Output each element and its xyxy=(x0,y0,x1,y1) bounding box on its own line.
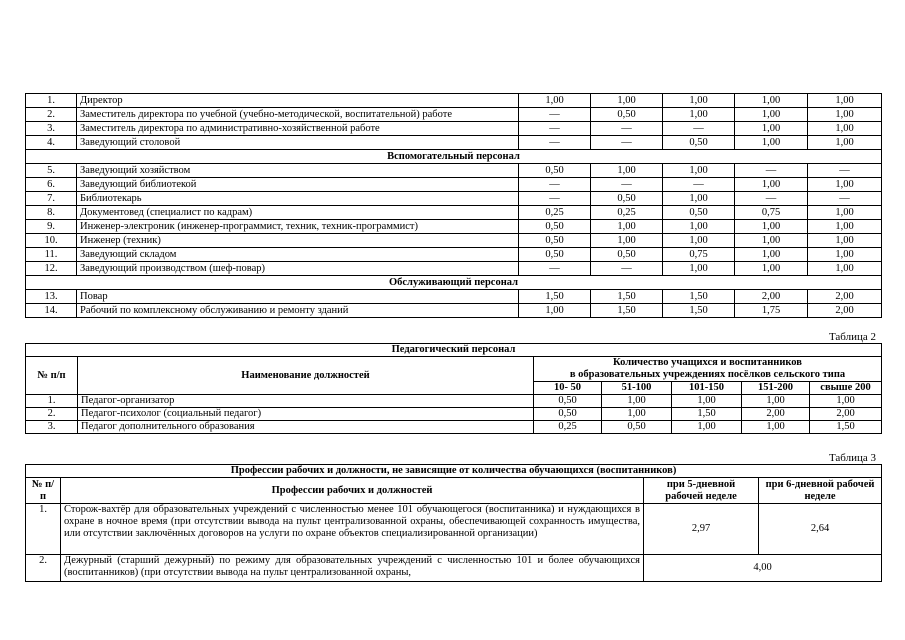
staff-rate-cell: 1,00 xyxy=(672,421,742,434)
column-header-range: 151-200 xyxy=(742,382,810,395)
staff-rate-cell: 1,50 xyxy=(591,290,663,304)
position-name: Инженер (техник) xyxy=(77,234,519,248)
staff-rate-cell: 2,00 xyxy=(808,304,882,318)
table-3-label: Таблица 3 xyxy=(828,452,876,464)
table-row xyxy=(26,108,882,122)
table-3-title: Профессии рабочих и должности, не зависящие от количества обучающихся (воспитанников) xyxy=(26,465,882,478)
column-header-range: 51-100 xyxy=(602,382,672,395)
staff-rate-cell: 1,50 xyxy=(672,408,742,421)
staff-rate-cell: — xyxy=(519,178,591,192)
staff-rate-cell: 1,00 xyxy=(742,395,810,408)
position-name: Педагог-организатор xyxy=(78,395,534,408)
position-name: Заведующий столовой xyxy=(77,136,519,150)
staff-rate-cell: 1,00 xyxy=(591,94,663,108)
staff-rate-cell: 1,00 xyxy=(742,421,810,434)
position-name: Директор xyxy=(77,94,519,108)
row-number: 2. xyxy=(26,555,61,582)
position-name: Педагог дополнительного образования xyxy=(78,421,534,434)
position-name: Педагог-психолог (социальный педагог) xyxy=(78,408,534,421)
staff-rate-cell: 0,50 xyxy=(534,408,602,421)
staff-rate-cell: 2,00 xyxy=(742,408,810,421)
staff-rate-cell: — xyxy=(519,262,591,276)
staff-rate-cell: 1,00 xyxy=(591,220,663,234)
position-name: Заведующий хозяйством xyxy=(77,164,519,178)
staff-rate-cell: 1,00 xyxy=(735,220,808,234)
position-name: Заведующий производством (шеф-повар) xyxy=(77,262,519,276)
staff-rate-cell: 1,00 xyxy=(808,122,882,136)
staff-rate-cell: — xyxy=(519,192,591,206)
pedagogical-staff-table xyxy=(25,343,882,434)
table-row xyxy=(26,178,882,192)
position-name: Заведующий складом xyxy=(77,248,519,262)
staff-rate-cell: 1,00 xyxy=(663,164,735,178)
table-row xyxy=(26,206,882,220)
table-2-title: Педагогический персонал xyxy=(26,344,882,357)
staff-rate-cell: 1,00 xyxy=(810,395,882,408)
staff-rate-cell: 1,00 xyxy=(735,108,808,122)
staff-rate-cell: 1,00 xyxy=(519,304,591,318)
table-2-label: Таблица 2 xyxy=(828,331,876,343)
row-number: 13. xyxy=(26,290,77,304)
row-number: 2. xyxy=(26,408,78,421)
table-row xyxy=(26,408,882,421)
row-number: 10. xyxy=(26,234,77,248)
row-number: 6. xyxy=(26,178,77,192)
table-row xyxy=(26,192,882,206)
staff-rate-cell: 0,75 xyxy=(663,248,735,262)
table-row xyxy=(26,220,882,234)
staff-rate-cell: — xyxy=(591,178,663,192)
profession-name: Сторож-вахтёр для образовательных учреждений с численностью менее 101 обучающегося (воспитанника) и нуждающихся в охране в ночное время (при отсутствии вывода на пульт централизованной охраны, обеспечивающей сохранность имущества, или отсутствии заключённых договоров на услуги по охране объектов специализированной организации) xyxy=(61,504,644,555)
staff-rate-cell: — xyxy=(663,122,735,136)
value-6-day: 2,64 xyxy=(759,504,882,555)
staff-rate-cell: 1,50 xyxy=(810,421,882,434)
staff-rate-cell: 1,00 xyxy=(735,178,808,192)
row-number: 11. xyxy=(26,248,77,262)
table-row xyxy=(26,94,882,108)
staff-rate-cell: 1,00 xyxy=(735,136,808,150)
column-header-students-count xyxy=(534,357,882,382)
row-number: 9. xyxy=(26,220,77,234)
staff-rate-cell: — xyxy=(591,122,663,136)
staff-rate-cell: 0,50 xyxy=(519,234,591,248)
row-number: 3. xyxy=(26,122,77,136)
staff-rate-cell: 1,00 xyxy=(663,94,735,108)
column-header-students-count-line1: Количество учащихся и воспитанников xyxy=(613,357,802,368)
value-5-day: 2,97 xyxy=(644,504,759,555)
row-number: 8. xyxy=(26,206,77,220)
table-row xyxy=(26,122,882,136)
column-header-range: 101-150 xyxy=(672,382,742,395)
staff-rate-cell: 0,50 xyxy=(519,248,591,262)
position-name: Рабочий по комплексному обслуживанию и ремонту зданий xyxy=(77,304,519,318)
staff-rate-cell: 1,75 xyxy=(735,304,808,318)
column-header-6-day-week: при 6-дневной рабочей неделе xyxy=(759,478,882,504)
staff-rate-cell: — xyxy=(808,192,882,206)
row-number: 1. xyxy=(26,395,78,408)
row-number: 3. xyxy=(26,421,78,434)
table-row xyxy=(26,395,882,408)
staff-rate-cell: 0,50 xyxy=(534,395,602,408)
staff-rate-cell: 1,50 xyxy=(591,304,663,318)
staff-rate-cell: 1,00 xyxy=(808,136,882,150)
staff-rate-cell: 1,00 xyxy=(672,395,742,408)
table-row xyxy=(26,290,882,304)
section-title: Вспомогательный персонал xyxy=(26,150,882,164)
column-header-number: № п/п xyxy=(26,478,61,504)
position-name: Заместитель директора по учебной (учебно-методической, воспитательной) работе xyxy=(77,108,519,122)
staff-rate-cell: 1,00 xyxy=(591,234,663,248)
value-both-weeks: 4,00 xyxy=(644,555,882,582)
staff-rate-cell: — xyxy=(735,192,808,206)
staff-rate-cell: 1,00 xyxy=(663,234,735,248)
staff-rate-cell: 1,00 xyxy=(663,192,735,206)
staff-rate-cell: 0,50 xyxy=(591,192,663,206)
staff-rate-cell: 1,00 xyxy=(808,262,882,276)
table-row xyxy=(26,234,882,248)
staff-rate-cell: 0,25 xyxy=(519,206,591,220)
staff-rate-cell: 1,00 xyxy=(602,395,672,408)
staff-rate-cell: 1,00 xyxy=(519,94,591,108)
staff-rate-cell: 1,00 xyxy=(808,248,882,262)
row-number: 1. xyxy=(26,504,61,555)
staff-rate-cell: 1,00 xyxy=(591,164,663,178)
position-name: Повар xyxy=(77,290,519,304)
staff-table-admin xyxy=(25,93,882,318)
staff-rate-cell: 1,00 xyxy=(808,108,882,122)
staff-rate-cell: — xyxy=(519,108,591,122)
staff-rate-cell: 1,50 xyxy=(663,290,735,304)
staff-rate-cell: 0,50 xyxy=(591,248,663,262)
staff-rate-cell: 2,00 xyxy=(810,408,882,421)
staff-rate-cell: 0,50 xyxy=(519,164,591,178)
column-header-position: Наименование должностей xyxy=(78,357,534,395)
staff-rate-cell: 1,00 xyxy=(663,262,735,276)
position-name: Документовед (специалист по кадрам) xyxy=(77,206,519,220)
staff-rate-cell: 0,75 xyxy=(735,206,808,220)
staff-rate-cell: 1,00 xyxy=(735,122,808,136)
staff-rate-cell: 0,50 xyxy=(663,206,735,220)
staff-rate-cell: 0,25 xyxy=(534,421,602,434)
staff-rate-cell: 1,50 xyxy=(663,304,735,318)
position-name: Инженер-электроник (инженер-программист, техник, техник-программист) xyxy=(77,220,519,234)
staff-rate-cell: 0,50 xyxy=(519,220,591,234)
column-header-number: № п/п xyxy=(26,357,78,395)
staff-rate-cell: 1,00 xyxy=(602,408,672,421)
staff-rate-cell: — xyxy=(663,178,735,192)
row-number: 14. xyxy=(26,304,77,318)
row-number: 2. xyxy=(26,108,77,122)
table-row xyxy=(26,304,882,318)
staff-rate-cell: 1,00 xyxy=(735,262,808,276)
section-row xyxy=(26,150,882,164)
position-name: Заведующий библиотекой xyxy=(77,178,519,192)
column-header-range: 10- 50 xyxy=(534,382,602,395)
staff-rate-cell: 1,00 xyxy=(808,94,882,108)
staff-rate-cell: — xyxy=(591,136,663,150)
row-number: 4. xyxy=(26,136,77,150)
staff-rate-cell: 0,50 xyxy=(602,421,672,434)
staff-rate-cell: 1,00 xyxy=(735,234,808,248)
column-header-range: свыше 200 xyxy=(810,382,882,395)
section-title: Обслуживающий персонал xyxy=(26,276,882,290)
table-row xyxy=(26,136,882,150)
staff-rate-cell: 2,00 xyxy=(808,290,882,304)
staff-rate-cell: 1,00 xyxy=(735,248,808,262)
staff-rate-cell: 2,00 xyxy=(735,290,808,304)
staff-rate-cell: — xyxy=(519,122,591,136)
table-row xyxy=(26,248,882,262)
staff-rate-cell: 1,00 xyxy=(808,234,882,248)
staff-rate-cell: — xyxy=(735,164,808,178)
column-header-students-count-line2: в образовательных учреждениях посёлков сельского типа xyxy=(569,369,846,380)
staff-rate-cell: 0,50 xyxy=(663,136,735,150)
staff-rate-cell: — xyxy=(519,136,591,150)
staff-rate-cell: 0,50 xyxy=(591,108,663,122)
staff-rate-cell: 1,50 xyxy=(519,290,591,304)
staff-rate-cell: 1,00 xyxy=(663,108,735,122)
staff-rate-cell: — xyxy=(808,164,882,178)
row-number: 12. xyxy=(26,262,77,276)
position-name: Заместитель директора по административно-хозяйственной работе xyxy=(77,122,519,136)
column-header-profession: Профессии рабочих и должностей xyxy=(61,478,644,504)
profession-name: Дежурный (старший дежурный) по режиму для образовательных учреждений с численностью 101 и более обучающихся (воспитанников) (при отсутствии вывода на пульт централизованной охраны, xyxy=(61,555,644,582)
staff-rate-cell: 1,00 xyxy=(808,206,882,220)
column-header-5-day-week: при 5-дневной рабочей неделе xyxy=(644,478,759,504)
row-number: 1. xyxy=(26,94,77,108)
table-row xyxy=(26,421,882,434)
staff-rate-cell: — xyxy=(591,262,663,276)
table-row xyxy=(26,262,882,276)
row-number: 7. xyxy=(26,192,77,206)
staff-rate-cell: 1,00 xyxy=(663,220,735,234)
table-row xyxy=(26,164,882,178)
staff-rate-cell: 1,00 xyxy=(808,220,882,234)
row-number: 5. xyxy=(26,164,77,178)
position-name: Библиотекарь xyxy=(77,192,519,206)
workers-professions-table xyxy=(25,464,882,582)
staff-rate-cell: 0,25 xyxy=(591,206,663,220)
section-row xyxy=(26,276,882,290)
staff-rate-cell: 1,00 xyxy=(735,94,808,108)
staff-rate-cell: 1,00 xyxy=(808,178,882,192)
